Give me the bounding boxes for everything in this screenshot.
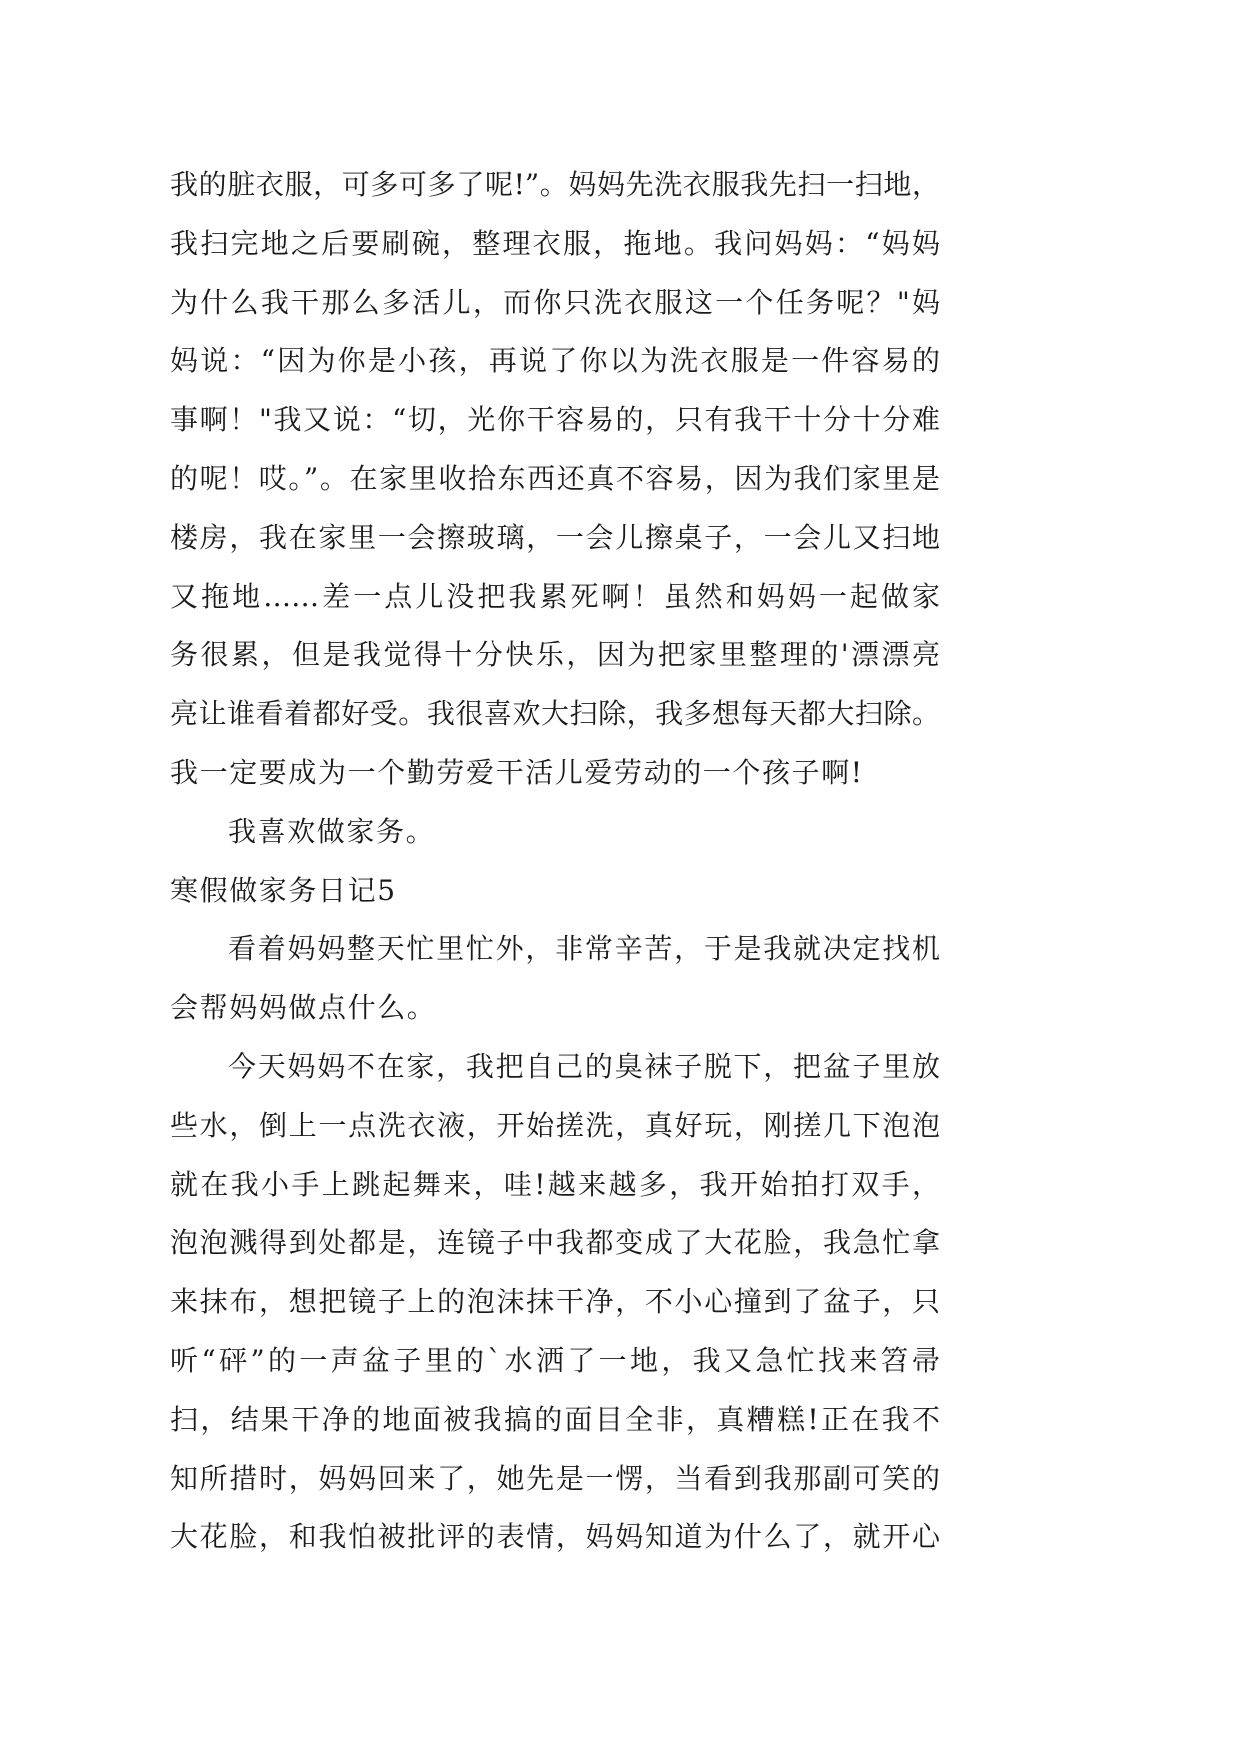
text-line: 就在我小手上跳起舞来，哇!越来越多，我开始拍打双手， bbox=[170, 1167, 940, 1201]
text-line: 亮让谁看着都好受。我很喜欢大扫除，我多想每天都大扫除。 bbox=[170, 697, 940, 731]
text-line: 来抹布，想把镜子上的泡沫抹干净，不小心撞到了盆子，只 bbox=[170, 1285, 940, 1319]
text-line: 听“砰”的一声盆子里的`水洒了一地，我又急忙找来笤帚 bbox=[170, 1343, 940, 1377]
text-line: 今天妈妈不在家，我把自己的臭袜子脱下，把盆子里放 bbox=[228, 1049, 940, 1083]
text-line: 我的脏衣服，可多可多了呢!”。妈妈先洗衣服我先扫一扫地， bbox=[170, 168, 940, 201]
text-line: 我扫完地之后要刷碗，整理衣服，拖地。我问妈妈：“妈妈 bbox=[170, 226, 940, 260]
text-line: 会帮妈妈做点什么。 bbox=[170, 991, 437, 1025]
text-line: 我一定要成为一个勤劳爱干活儿爱劳动的一个孩子啊! bbox=[170, 755, 864, 789]
text-line: 扫，结果干净的地面被我搞的面目全非，真糟糕!正在我不 bbox=[170, 1402, 940, 1436]
closing-paragraph bbox=[170, 803, 940, 862]
section-title: 寒假做家务日记5 bbox=[170, 873, 397, 907]
section-paragraph bbox=[170, 1038, 940, 1567]
document-body bbox=[170, 156, 940, 1567]
text-line: 务很累，但是我觉得十分快乐，因为把家里整理的'漂漂亮 bbox=[170, 638, 940, 672]
text-line: 又拖地……差一点儿没把我累死啊！虽然和妈妈一起做家 bbox=[170, 579, 940, 613]
text-line: 知所措时，妈妈回来了，她先是一愣，当看到我那副可笑的 bbox=[170, 1461, 940, 1495]
text-line: 些水，倒上一点洗衣液，开始搓洗，真好玩，刚搓几下泡泡 bbox=[170, 1108, 940, 1142]
text-line: 泡泡溅得到处都是，连镜子中我都变成了大花脸，我急忙拿 bbox=[170, 1226, 940, 1260]
text-line: 大花脸，和我怕被批评的表情，妈妈知道为什么了，就开心 bbox=[170, 1520, 940, 1554]
continued-paragraph bbox=[170, 156, 940, 803]
text-line: 看着妈妈整天忙里忙外，非常辛苦，于是我就决定找机 bbox=[228, 932, 940, 966]
text-line: 楼房，我在家里一会擦玻璃，一会儿擦桌子，一会儿又扫地 bbox=[170, 520, 940, 554]
text-line: 为什么我干那么多活儿，而你只洗衣服这一个任务呢？"妈 bbox=[170, 285, 940, 319]
text-line: 妈说：“因为你是小孩，再说了你以为洗衣服是一件容易的 bbox=[170, 344, 940, 378]
section-paragraph bbox=[170, 920, 940, 1038]
diary-section bbox=[170, 862, 940, 1568]
text-line: 的呢！哎。”。在家里收拾东西还真不容易，因为我们家里是 bbox=[170, 461, 940, 495]
text-line: 我喜欢做家务。 bbox=[228, 814, 436, 848]
text-line: 事啊！"我又说：“切，光你干容易的，只有我干十分十分难 bbox=[170, 403, 940, 437]
